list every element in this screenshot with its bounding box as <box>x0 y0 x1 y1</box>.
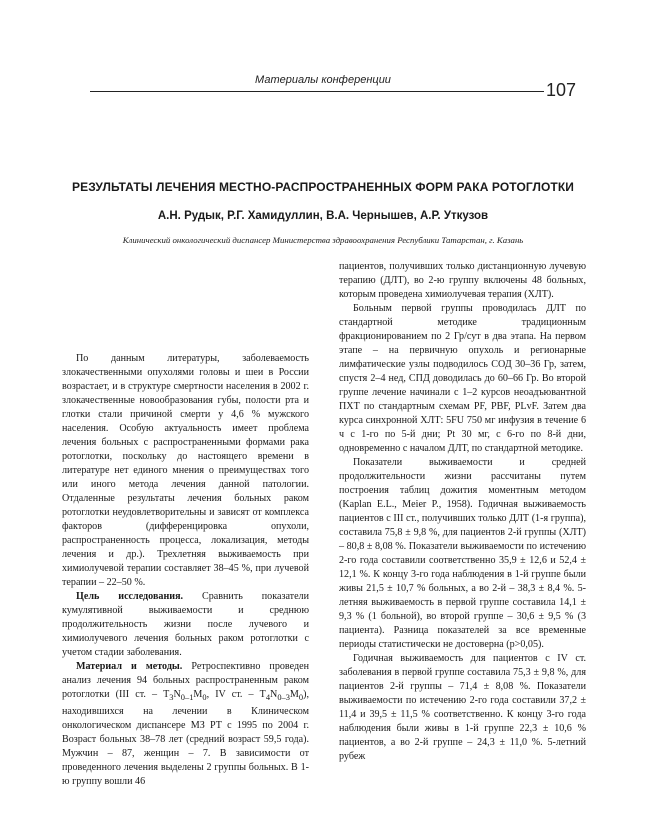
running-title: Материалы конференции <box>255 74 391 86</box>
intro-paragraph: По данным литературы, заболеваемость злокачественными опухолями головы и шеи в России возрастает, и в структуре смертности населения в 2002 г. злокачественные новообразования губы, полости рта и глотки стали причиной смерти у 4,6 % мужского населения. Особую актуальность имеет проблема лечения больных с распространенными формами рака ротоглотки, поскольку до настоящего времени в литературе нет единого мнения о преимуществах того или иного метода лечения данной патологии. Отдаленные результаты лечения больных раком ротоглотки неудовлетворительны и зависят от комплекса факторов (дифференцировка опухоли, распространенность процесса, локализация, методы лечения и др.). Трехлетняя выживаемость при химиолучевой терапии составляет 38–45 %, при лучевой терапии – 22–50 %. <box>62 353 309 588</box>
sub-4: 4 <box>265 693 271 703</box>
sub-1: 3 <box>169 693 174 703</box>
methods-t1: N <box>173 689 181 700</box>
groups-paragraph: пациентов, получивших только дистанционную лучевую терапию (ДЛТ), во 2-ю группу включены 48 больных, которым проведена химиолучевая терапия (ХЛТ). <box>339 261 586 300</box>
sub-5: 0–3 <box>277 693 290 703</box>
sub-6: 0 <box>298 693 304 703</box>
article-authors: А.Н. Рудык, Р.Г. Хамидуллин, В.А. Чернышев, А.Р. Уткузов <box>157 210 489 222</box>
goal-text: Сравнить показатели кумулятивной выживаемости и среднюю продолжительность жизни после лучевого и химиолучевого лечения больных раком ротоглотки с учетом стадии заболевания. <box>62 591 309 658</box>
header-rule <box>90 91 544 92</box>
methods-t5: M <box>289 689 299 700</box>
article-title: РЕЗУЛЬТАТЫ ЛЕЧЕНИЯ МЕСТНО-РАСПРОСТРАНЕННЫХ ФОРМ РАКА РОТОГЛОТКИ <box>71 180 575 194</box>
methods-t2: M <box>193 689 203 700</box>
sub-2: 0–1 <box>180 693 194 703</box>
goal-paragraph <box>62 590 309 660</box>
sub-3: 0 <box>202 693 207 703</box>
methods-text-b: ), находившихся на лечении в Клиническом онкологическом диспансере МЗ РТ с 1995 по 2004 г. Возраст больных 38–78 лет (средний возраст 59,5 года). Мужчин – 87, женщин – 7. В зависимости от проведенного лечения выделены 2 группы больных. В 1-ю группу вошли 46 <box>62 689 309 788</box>
goal-label: Цель исследования. <box>76 591 184 602</box>
survival-stage3-paragraph: Показатели выживаемости и средней продолжительности жизни рассчитаны путем построения таблиц дожития моментным методом (Kaplan E.L., Meier P., 1958). Годичная выживаемость пациентов с III ст., получивших только ДЛТ (1-я группа), составила 75,8 ± 9,8 %, для пациентов 2-й группы (ХЛТ) – 80,8 ± 8,08 %. Показатели выживаемости по истечению 2-го года составили соответственно 35,9 ± 12,6 и 52,4 ± 12,1 %. К концу 3-го года наблюдения в 1-й группе были живы 21,5 ± 10,7 % больных, а во 2-й – 38,3 ± 8,4 %. 5-летняя выживаемость в первой группе составила 14,1 ± 9,3 % (1 больной), во второй группе – 30,6 ± 9,5 % (3 пациента). Разница показателей за все временные периоды статистически не достоверна (p>0,05). <box>339 457 586 650</box>
methods-t3: , IV ст. – T <box>206 689 266 700</box>
methods-text-a: Ретроспективно проведен анализ лечения 94 больных распространенным раком ротоглотки (III ст. – T <box>62 661 309 700</box>
treatment-paragraph: Больным первой группы проводилась ДЛТ по стандартной методике традиционным фракционированием по 2 Гр/сут в два этапа. На первом этапе – на первичную опухоль и регионарные лимфатические узлы подводилось СОД 30–36 Гр, затем, спустя 2–4 нед, СПД доводилась до 60–66 Гр. Во второй группе лечение начинали с 1–2 курсов неоадъювантной ПХТ по стандартным схемам PF, PBF, PLvF. Затем два курса синхронной ХЛТ: 5FU 750 мг инфузия в течение 6 ч с 1-го по 5-й дни; Pt 30 мг, с 6-го по 8-й дни, одновременно с началом ДЛТ, по стандартной методике. <box>339 303 586 454</box>
methods-t4: N <box>270 689 278 700</box>
methods-label: Материал и методы. <box>76 661 183 672</box>
left-column <box>62 352 309 789</box>
right-column <box>339 260 586 764</box>
article-affiliation: Клинический онкологический диспансер Министерства здравоохранения Республики Татарстан, г. Казань <box>122 235 524 245</box>
page-number: 107 <box>546 80 577 100</box>
survival-stage4-paragraph: Годичная выживаемость для пациентов с IV ст. заболевания в первой группе составила 75,3 ± 9,8 %, для пациентов 2-й группы – 71,4 ± 8,08 %. Показатели выживаемости по истечению 2-го года составили 37,2 ± 11,4 и 39,5 ± 11,5 % соответственно. К концу 3-го года наблюдения были живы в 1-й группе 22,3 ± 10,6 % пациентов, а во 2-й группе – 24,3 ± 11,0 %. 5-летний рубеж <box>339 653 586 762</box>
methods-paragraph <box>62 660 309 789</box>
